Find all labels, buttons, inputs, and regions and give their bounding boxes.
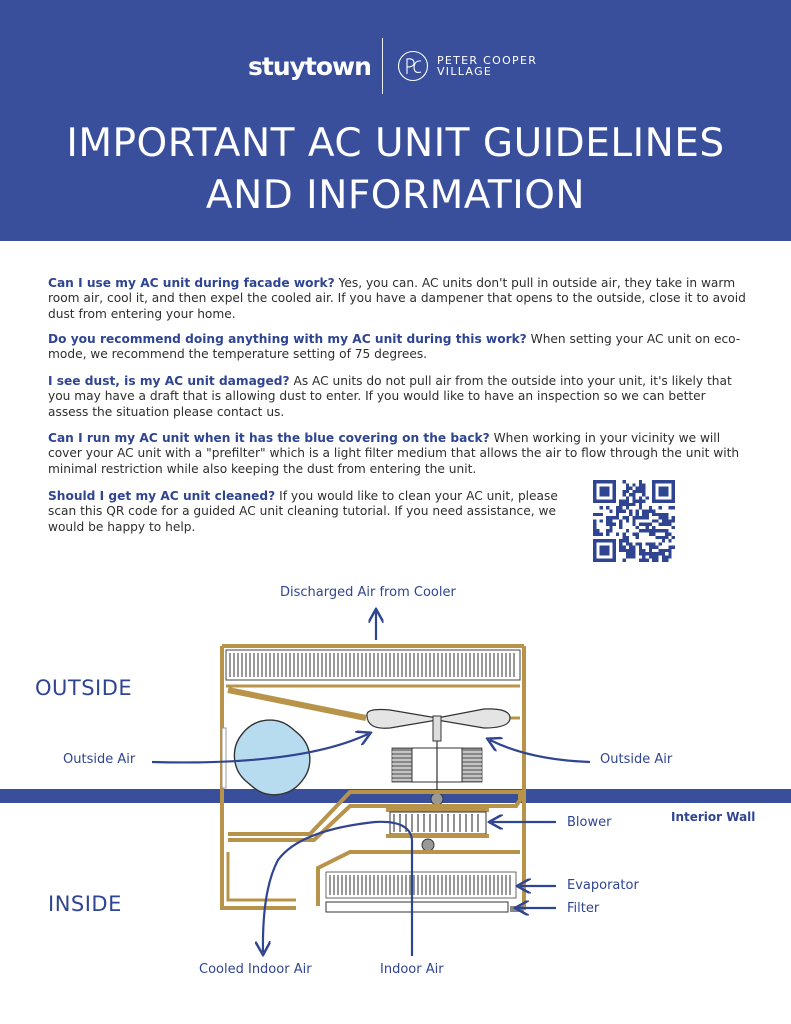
faq-answer: If you would like to clean your AC unit, please scan this QR code for a guided AC unit cleaning tutorial. If you need assistance, we would be happy to help.: [48, 489, 558, 534]
title-line2: AND INFORMATION: [205, 173, 586, 218]
cooled-indoor-air-label: Cooled Indoor Air: [199, 962, 312, 977]
faq-question: Can I use my AC unit during facade work?: [48, 276, 335, 290]
evaporator-label: Evaporator: [567, 878, 639, 893]
discharged-air-label: Discharged Air from Cooler: [280, 585, 456, 600]
faq-answer: When setting your AC unit on eco-mode, we recommend the temperature setting of 75 degrees.: [48, 332, 741, 362]
pcv-line1: PETER COOPER: [436, 54, 538, 67]
faq-question: I see dust, is my AC unit damaged?: [48, 374, 290, 388]
stuytown-logo: stuytown: [248, 51, 371, 81]
faq-item: [48, 332, 748, 363]
outside-air-right-label: Outside Air: [600, 752, 673, 767]
qr-code-icon[interactable]: [593, 480, 675, 562]
brand-lockup: [248, 38, 537, 94]
faq-answer: Yes, you can. AC units don't pull in outside air, they take in warm room air, cool it, and then expel the cooled air. If you have a dampener that opens to the outside, close it to avoid dust from entering your home.: [48, 276, 746, 321]
faq-item: [48, 489, 573, 535]
indoor-air-label: Indoor Air: [380, 962, 444, 977]
brand-divider: [382, 38, 383, 94]
title-line1: IMPORTANT AC UNIT GUIDELINES: [66, 121, 725, 166]
faq-answer: As AC units do not pull air from the outside into your unit, it's likely that you may have a draft that is allowing dust to enter. If you would like to have an inspection so we can better assess the situation please contact us.: [48, 374, 732, 419]
faq-question: Should I get my AC unit cleaned?: [48, 489, 276, 503]
pcv-line2: VILLAGE: [436, 65, 493, 78]
ac-diagram-art: [0, 570, 791, 1024]
outside-air-left-label: Outside Air: [63, 752, 136, 767]
page-title: [0, 118, 791, 222]
blower-label: Blower: [567, 815, 612, 830]
header-banner: [0, 0, 791, 241]
faq-question: Can I run my AC unit when it has the blue covering on the back?: [48, 431, 490, 445]
faq-item: [48, 374, 748, 420]
interior-wall-label: Interior Wall: [671, 810, 756, 824]
faq-question: Do you recommend doing anything with my AC unit during this work?: [48, 332, 527, 346]
outside-label: OUTSIDE: [35, 676, 133, 700]
filter-label: Filter: [567, 901, 600, 916]
pcv-logo-icon: [397, 50, 429, 82]
inside-label: INSIDE: [48, 892, 122, 916]
faq-answer: When working in your vicinity we will cover your AC unit with a "prefilter" which is a light filter medium that allows the air to flow through the unit with minimal restriction while also keeping the dust from entering the unit.: [48, 431, 740, 476]
faq-item: [48, 276, 748, 322]
ac-unit-diagram: [0, 570, 791, 1024]
faq-item: [48, 431, 748, 477]
pcv-wordmark: [437, 55, 537, 77]
